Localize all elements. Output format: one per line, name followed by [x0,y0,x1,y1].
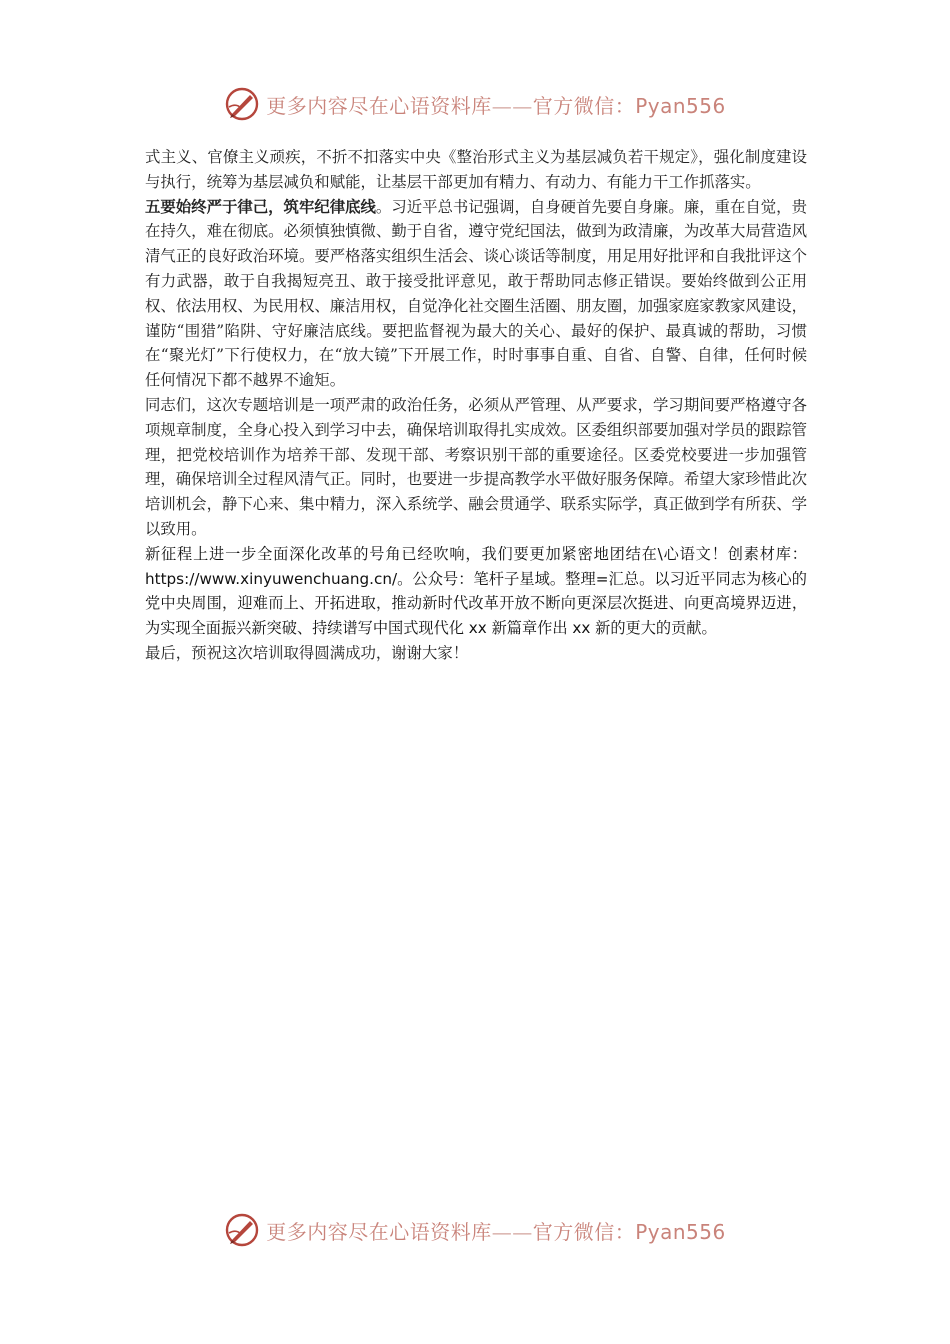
watermark-site: 更多内容尽在心语资料库 [266,93,492,118]
watermark-wechat: 官方微信：Pyan556 [532,1219,726,1244]
paragraph-2-body: 。习近平总书记强调，自身硬首先要自身廉。廉，重在自觉，贵在持久，难在彻底。必须慎独慎微、勤于自省，遵守党纪国法，做到为政清廉，为改革大局营造风清气正的良好政治环境。要严格落实组织生活会、谈心谈话等制度，用足用好批评和自我批评这个有力武器，敢于自我揭短亮丑、敢于接受批评意见，敢于帮助同志修正错误。要始终做到公正用权、依法用权、为民用权、廉洁用权，自觉净化社交圈生活圈、朋友圈，加强家庭家教家风建设，谨防“围猎”陷阱、守好廉洁底线。要把监督视为最大的关心、最好的保护、最真诚的帮助，习惯在“聚光灯”下行使权力，在“放大镜”下开展工作，时时事事自重、自省、自警、自律，任何时候任何情况下都不越界不逾矩。 [145,197,807,390]
header-watermark [0,82,950,126]
pen-logo-icon [224,86,260,122]
paragraph-3: 同志们，这次专题培训是一项严肃的政治任务，必须从严管理、从严要求，学习期间要严格遵守各项规章制度，全身心投入到学习中去，确保培训取得扎实成效。区委组织部要加强对学员的跟踪管理，把党校培训作为培养干部、发现干部、考察识别干部的重要途径。区委党校要进一步加强管理，确保培训全过程风清气正。同时，也要进一步提高教学水平做好服务保障。希望大家珍惜此次培训机会，静下心来、集中精力，深入系统学、融会贯通学、联系实际学，真正做到学有所获、学以致用。 [145,395,807,538]
footer-watermark [0,1208,950,1252]
watermark-wechat: 官方微信：Pyan556 [532,93,726,118]
watermark-dash: —— [491,1219,533,1244]
section-heading: 五要始终严于律己，筑牢纪律底线 [145,197,376,216]
paragraph-4: 新征程上进一步全面深化改革的号角已经吹响，我们要更加紧密地团结在\心语文！创素材库：https://www.xinyuwenchuang.cn/。公众号：笔杆子星域。整理=汇总。以习近平同志为核心的党中央周围，迎难而上、开拓进取，推动新时代改革开放不断向更深层次挺进、向更高境界迈进，为实现全面振兴新突破、持续谱写中国式现代化 xx 新篇章作出 xx 新的更大的贡献。 [145,544,807,638]
watermark-site: 更多内容尽在心语资料库 [266,1219,492,1244]
paragraph-2 [145,195,807,393]
watermark-text [266,1216,726,1245]
watermark-text [266,90,726,119]
paragraph-5: 最后，预祝这次培训取得圆满成功，谢谢大家！ [145,643,469,662]
document-body [145,145,807,666]
watermark-dash: —— [491,93,533,118]
pen-logo-icon [224,1212,260,1248]
paragraph-1: 式主义、官僚主义顽疾，不折不扣落实中央《整治形式主义为基层减负若干规定》，强化制度建设与执行，统筹为基层减负和赋能，让基层干部更加有精力、有动力、有能力干工作抓落实。 [145,148,807,191]
